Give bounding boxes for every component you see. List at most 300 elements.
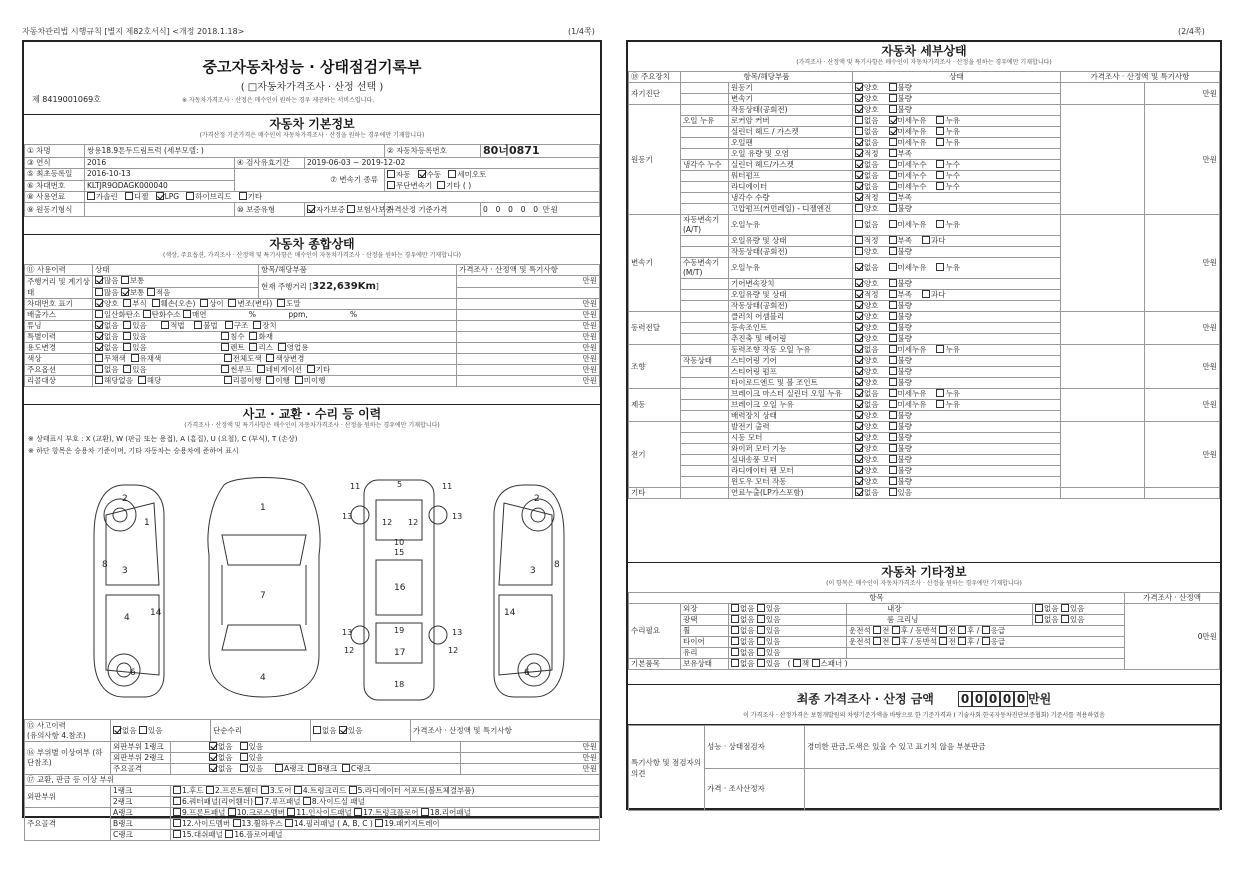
rank2-none-checkbox[interactable] — [209, 753, 217, 761]
fuel-lpg-checkbox[interactable] — [156, 192, 164, 200]
recall-no-checkbox[interactable] — [295, 376, 303, 384]
rank2-yes-checkbox[interactable] — [240, 753, 248, 761]
state-checkbox[interactable] — [936, 138, 944, 146]
state-checkbox[interactable] — [936, 389, 944, 397]
vin-alter-checkbox[interactable] — [228, 299, 236, 307]
rank1-none-checkbox[interactable] — [209, 742, 217, 750]
part-checkbox[interactable] — [421, 808, 429, 816]
remarks-table — [628, 725, 1220, 811]
opt-none-checkbox[interactable] — [95, 365, 103, 373]
usage-none-label: 없음 — [104, 343, 119, 352]
state-checkbox[interactable] — [889, 149, 897, 157]
state-options — [853, 138, 1061, 149]
tuning-illegal-checkbox[interactable] — [194, 321, 202, 329]
spare-label: 응급 — [990, 626, 1006, 635]
usage-biz-checkbox[interactable] — [278, 343, 286, 351]
state-checkbox[interactable] — [855, 433, 863, 441]
state-label: 양호 — [864, 204, 879, 213]
state-checkbox[interactable] — [855, 345, 863, 353]
fuel-label: ⑧ 사용연료 — [25, 192, 85, 203]
item-label: 오일 유량 및 오염 — [729, 149, 853, 160]
yes-checkbox[interactable] — [757, 615, 765, 623]
recall-ok-checkbox[interactable] — [266, 376, 274, 384]
fuel-other-checkbox[interactable] — [239, 192, 247, 200]
part-checkbox[interactable] — [173, 808, 181, 816]
general-row-label: 용도변경 — [25, 343, 93, 354]
recall-yes-checkbox[interactable] — [138, 376, 146, 384]
state-checkbox[interactable] — [855, 160, 863, 168]
price-unit: 만원 — [461, 753, 600, 764]
state-checkbox[interactable] — [855, 290, 863, 298]
state-checkbox[interactable] — [889, 127, 897, 135]
trans-manual-checkbox[interactable] — [418, 170, 426, 178]
opt-nav-checkbox[interactable] — [257, 365, 265, 373]
state-checkbox[interactable] — [936, 263, 944, 271]
state-checkbox[interactable] — [889, 411, 897, 419]
state-checkbox[interactable] — [889, 204, 897, 212]
side-left-label: 8 — [102, 560, 108, 570]
rear-checkbox[interactable] — [892, 626, 900, 634]
state-checkbox[interactable] — [855, 193, 863, 201]
detail-col-state: 상태 — [853, 72, 1061, 83]
part-label: 14.필러패널 ( A, B, C ) — [293, 819, 373, 828]
frame-label: 11 — [442, 482, 453, 491]
gauge-good-checkbox[interactable] — [95, 288, 103, 296]
state-checkbox[interactable] — [936, 127, 944, 135]
state-checkbox[interactable] — [889, 367, 897, 375]
state-checkbox[interactable] — [855, 367, 863, 375]
state-checkbox[interactable] — [855, 444, 863, 452]
front-label: 전 — [948, 626, 956, 635]
state-checkbox[interactable] — [855, 182, 863, 190]
mileage-label: 현재 주행거리 — [261, 282, 307, 291]
state-checkbox[interactable] — [855, 422, 863, 430]
none-checkbox[interactable] — [731, 626, 739, 634]
state-checkbox[interactable] — [855, 312, 863, 320]
state-checkbox[interactable] — [855, 171, 863, 179]
state-checkbox[interactable] — [855, 220, 863, 228]
state-checkbox[interactable] — [889, 323, 897, 331]
item-label: 라디에이터 — [729, 182, 853, 193]
side-right-label: 2 — [534, 494, 540, 504]
spare-checkbox[interactable] — [982, 626, 990, 634]
price-cell — [1061, 422, 1145, 488]
year-value: 2016 — [85, 158, 235, 169]
color-achro-checkbox[interactable] — [95, 354, 103, 362]
none-checkbox[interactable] — [1035, 604, 1043, 612]
state-options — [853, 455, 1061, 466]
yes-label: 있음 — [765, 604, 781, 613]
state-label: 미세누수 — [897, 171, 927, 180]
part-checkbox[interactable] — [354, 808, 362, 816]
state-checkbox[interactable] — [855, 236, 863, 244]
mileage-normal-checkbox[interactable] — [121, 276, 129, 284]
vin-rust-checkbox[interactable] — [123, 299, 131, 307]
special-none-checkbox[interactable] — [95, 332, 103, 340]
state-checkbox[interactable] — [855, 83, 863, 91]
sub-item-label — [681, 477, 729, 488]
state-checkbox[interactable] — [889, 455, 897, 463]
general-title: 자동차 종합상태 — [269, 237, 355, 251]
state-label: 없음 — [864, 263, 879, 272]
state-checkbox[interactable] — [889, 182, 897, 190]
state-checkbox[interactable] — [889, 389, 897, 397]
state-checkbox[interactable] — [855, 477, 863, 485]
rank-items — [171, 786, 600, 797]
yes-checkbox[interactable] — [757, 626, 765, 634]
state-label: 미세누유 — [897, 345, 927, 354]
state-checkbox[interactable] — [889, 433, 897, 441]
state-checkbox[interactable] — [855, 334, 863, 342]
first-reg-value: 2016-10-13 — [85, 169, 235, 181]
part-label: 15.대쉬패널 — [182, 830, 223, 839]
part-checkbox[interactable] — [233, 819, 241, 827]
side-left-label: 2 — [122, 494, 128, 504]
price-unit: 만원 — [457, 299, 600, 310]
part-checkbox[interactable] — [287, 808, 295, 816]
none-checkbox[interactable] — [731, 615, 739, 623]
state-label: 누유 — [945, 116, 960, 125]
state-checkbox[interactable] — [889, 290, 897, 298]
vin-paint-checkbox[interactable] — [277, 299, 285, 307]
reg-value: 80너0871 — [481, 145, 600, 158]
passenger-side-label: 동반석 — [915, 626, 938, 635]
tuning-yes-checkbox[interactable] — [123, 321, 131, 329]
rear-checkbox[interactable] — [958, 626, 966, 634]
price-unit: 만원 — [457, 332, 600, 343]
other-sub: (이 항목은 매수인이 자동차가격조사 · 산정을 원하는 경우에만 기재합니다) — [826, 580, 1022, 587]
rear-label: 후 — [900, 637, 909, 646]
yes-checkbox[interactable] — [757, 604, 765, 612]
rank-label: C랭크 — [111, 830, 171, 841]
none-label: 없음 — [740, 648, 755, 657]
price-cell — [1061, 488, 1145, 499]
state-checkbox[interactable] — [889, 247, 897, 255]
part-checkbox[interactable] — [228, 808, 236, 816]
state-checkbox[interactable] — [889, 279, 897, 287]
price-unit: 만원 — [1145, 389, 1220, 422]
fuel-hybrid-checkbox[interactable] — [186, 192, 194, 200]
mileage-high-checkbox[interactable] — [95, 276, 103, 284]
spanner-checkbox[interactable] — [812, 659, 820, 667]
state-checkbox[interactable] — [855, 389, 863, 397]
tuning-struct-checkbox[interactable] — [225, 321, 233, 329]
part-label: 4.트렁크리드 — [302, 786, 347, 795]
state-checkbox[interactable] — [889, 356, 897, 364]
price-unit: 만원 — [457, 365, 600, 376]
recall-done-checkbox[interactable] — [224, 376, 232, 384]
other-item-label: 외장 — [681, 604, 729, 615]
top-label: 4 — [260, 673, 266, 683]
other-item-options — [729, 615, 847, 626]
price-unit: 만원 — [1145, 105, 1220, 215]
state-checkbox[interactable] — [889, 345, 897, 353]
rear-label: 후 — [967, 637, 975, 646]
state-checkbox[interactable] — [855, 105, 863, 113]
state-label: 불량 — [897, 367, 912, 376]
base-price-label: 가격산정 기준가격 — [385, 203, 481, 217]
usage-lease-checkbox[interactable] — [249, 343, 257, 351]
front-checkbox[interactable] — [873, 626, 881, 634]
part-label: 16.플로어패널 — [234, 830, 283, 839]
warranty-insurer-label: 보험사보증 — [356, 204, 393, 214]
vin-damage-checkbox[interactable] — [152, 299, 160, 307]
frame-label: 13 — [452, 512, 463, 521]
state-checkbox[interactable] — [855, 411, 863, 419]
opt-yes-checkbox[interactable] — [123, 365, 131, 373]
state-checkbox[interactable] — [855, 356, 863, 364]
part-checkbox[interactable] — [225, 830, 233, 838]
reg-label: ② 자동차등록번호 — [385, 145, 481, 158]
final-digit-box: 0 — [1014, 691, 1028, 707]
part-checkbox[interactable] — [303, 797, 311, 805]
item-label: 브레이크 마스터 실린더 오일 누유 — [729, 389, 853, 400]
state-checkbox[interactable] — [936, 220, 944, 228]
general-row-label: 특별이력 — [25, 332, 93, 343]
gas-co-checkbox[interactable] — [95, 310, 103, 318]
state-checkbox[interactable] — [855, 127, 863, 135]
part-checkbox[interactable] — [173, 830, 181, 838]
state-checkbox[interactable] — [889, 138, 897, 146]
state-label: 양호 — [864, 356, 879, 365]
none-checkbox[interactable] — [731, 659, 739, 667]
price-unit: 만원 — [1145, 422, 1220, 488]
state-checkbox[interactable] — [936, 400, 944, 408]
state-checkbox[interactable] — [936, 171, 944, 179]
spare-checkbox[interactable] — [982, 637, 990, 645]
repair-yes-checkbox[interactable] — [339, 726, 347, 734]
front-checkbox[interactable] — [939, 626, 947, 634]
state-checkbox[interactable] — [922, 236, 930, 244]
frame-yes-checkbox[interactable] — [240, 764, 248, 772]
state-checkbox[interactable] — [855, 488, 863, 496]
item-label: 오일팬 — [729, 138, 853, 149]
rear-checkbox[interactable] — [958, 637, 966, 645]
special-yes-checkbox[interactable] — [123, 332, 131, 340]
state-options — [853, 444, 1061, 455]
part-checkbox[interactable] — [255, 797, 263, 805]
state-checkbox[interactable] — [855, 400, 863, 408]
part-checkbox[interactable] — [206, 786, 214, 794]
none-label: 없음 — [740, 615, 755, 624]
jack-checkbox[interactable] — [793, 659, 801, 667]
sub-item-label — [681, 444, 729, 455]
frame-c-checkbox[interactable] — [342, 764, 350, 772]
state-checkbox[interactable] — [855, 466, 863, 474]
color-change-checkbox[interactable] — [266, 354, 274, 362]
state-label: 미세누수 — [897, 160, 927, 169]
state-checkbox[interactable] — [855, 116, 863, 124]
part-checkbox[interactable] — [173, 819, 181, 827]
part-checkbox[interactable] — [349, 786, 357, 794]
accident-none-checkbox[interactable] — [113, 726, 121, 734]
state-checkbox[interactable] — [855, 94, 863, 102]
state-label: 없음 — [864, 400, 879, 409]
general-row-label: 차대번호 표기 — [25, 299, 93, 310]
state-checkbox[interactable] — [889, 83, 897, 91]
item-label: 오일누유 — [729, 215, 853, 236]
final-note: 이 가격조사 · 산정가격은 보험개발원의 차량기준가액을 바탕으로 한 기준가격과 ( 기술사회 한국자동차진단보증협회) 기준서를 적용하였음 — [743, 712, 1105, 719]
gauge-low-checkbox[interactable] — [147, 288, 155, 296]
state-checkbox[interactable] — [889, 160, 897, 168]
part-checkbox[interactable] — [173, 797, 181, 805]
repair-none-checkbox[interactable] — [313, 726, 321, 734]
part-label: 8.사이드실 패널 — [311, 797, 365, 806]
state-label: 누유 — [945, 389, 960, 398]
warranty-insurer-checkbox[interactable] — [347, 205, 355, 213]
other-col-price: 가격조사 · 산정액 — [1125, 593, 1220, 604]
state-checkbox[interactable] — [889, 220, 897, 228]
color-chro-checkbox[interactable] — [131, 354, 139, 362]
state-options — [853, 400, 1061, 411]
page-number: (1/4쪽) — [568, 27, 595, 36]
opt-etc-checkbox[interactable] — [307, 365, 315, 373]
vin-differ-checkbox[interactable] — [200, 299, 208, 307]
rank1-yes-checkbox[interactable] — [240, 742, 248, 750]
state-checkbox[interactable] — [855, 204, 863, 212]
fuel-diesel-checkbox[interactable] — [125, 192, 133, 200]
tuning-none-checkbox[interactable] — [95, 321, 103, 329]
state-checkbox[interactable] — [889, 236, 897, 244]
item-label: 연료누출(LP가스포함) — [729, 488, 853, 499]
state-checkbox[interactable] — [889, 94, 897, 102]
warranty-self-checkbox[interactable] — [307, 205, 315, 213]
rank-label: B랭크 — [111, 819, 171, 830]
tuning-legal-checkbox[interactable] — [161, 321, 169, 329]
state-options — [853, 378, 1061, 389]
part-checkbox[interactable] — [285, 819, 293, 827]
gas-smoke-checkbox[interactable] — [183, 310, 191, 318]
special-flood-checkbox[interactable] — [221, 332, 229, 340]
state-checkbox[interactable] — [889, 466, 897, 474]
state-checkbox[interactable] — [855, 378, 863, 386]
recall-na-checkbox[interactable] — [95, 376, 103, 384]
rank2-none-label: 없음 — [218, 753, 233, 762]
detail-row — [629, 215, 1220, 236]
opt-sunroof-checkbox[interactable] — [221, 365, 229, 373]
rear-checkbox[interactable] — [892, 637, 900, 645]
part-checkbox[interactable] — [375, 819, 383, 827]
accident-yes-checkbox[interactable] — [139, 726, 147, 734]
trans-auto-checkbox[interactable] — [387, 170, 395, 178]
frame-b-checkbox[interactable] — [308, 764, 316, 772]
usage-rent-checkbox[interactable] — [221, 343, 229, 351]
state-checkbox[interactable] — [936, 182, 944, 190]
yes-checkbox[interactable] — [1061, 615, 1069, 623]
state-checkbox[interactable] — [889, 263, 897, 271]
none-checkbox[interactable] — [731, 604, 739, 612]
yes-checkbox[interactable] — [1061, 604, 1069, 612]
state-checkbox[interactable] — [855, 263, 863, 271]
detail-row — [629, 422, 1220, 433]
state-checkbox[interactable] — [936, 116, 944, 124]
state-label: 양호 — [864, 378, 879, 387]
yes-checkbox[interactable] — [757, 659, 765, 667]
part-rank-options — [171, 753, 461, 764]
sub-item-label: 자동변속기 (A/T) — [681, 215, 729, 236]
state-checkbox[interactable] — [889, 477, 897, 485]
usage-none-checkbox[interactable] — [95, 343, 103, 351]
state-checkbox[interactable] — [889, 400, 897, 408]
state-checkbox[interactable] — [855, 455, 863, 463]
state-checkbox[interactable] — [855, 323, 863, 331]
frame-none-checkbox[interactable] — [209, 764, 217, 772]
engine-model-label: ⑨ 원동기형식 — [25, 203, 85, 217]
front-checkbox[interactable] — [873, 637, 881, 645]
front-checkbox[interactable] — [939, 637, 947, 645]
state-checkbox[interactable] — [889, 378, 897, 386]
general-col-state: 상태 — [93, 265, 259, 276]
trans-cvt-checkbox[interactable] — [387, 181, 395, 189]
state-label: 없음 — [864, 182, 879, 191]
frame-label: 12 — [448, 646, 459, 655]
item-label: 워터펌프 — [729, 171, 853, 182]
none-checkbox[interactable] — [731, 648, 739, 656]
state-checkbox[interactable] — [889, 422, 897, 430]
state-checkbox[interactable] — [936, 345, 944, 353]
state-checkbox[interactable] — [889, 116, 897, 124]
price-unit: 만원 — [1145, 215, 1220, 312]
state-checkbox[interactable] — [889, 301, 897, 309]
state-checkbox[interactable] — [889, 105, 897, 113]
other-section — [628, 562, 1220, 684]
frame-a-checkbox[interactable] — [275, 764, 283, 772]
page-number: (2/4쪽) — [1178, 27, 1205, 36]
state-checkbox[interactable] — [922, 290, 930, 298]
yes-checkbox[interactable] — [757, 637, 765, 645]
trans-other-checkbox[interactable] — [437, 181, 445, 189]
state-label: 불량 — [897, 455, 912, 464]
jack-label: 잭 — [801, 659, 810, 668]
yes-checkbox[interactable] — [757, 648, 765, 656]
state-checkbox[interactable] — [855, 301, 863, 309]
vin-good-checkbox[interactable] — [95, 299, 103, 307]
state-checkbox[interactable] — [855, 247, 863, 255]
state-checkbox[interactable] — [889, 334, 897, 342]
trans-semi-checkbox[interactable] — [448, 170, 456, 178]
special-fire-checkbox[interactable] — [249, 332, 257, 340]
tuning-legal-label: 적법 — [170, 321, 185, 330]
basic-items-options: 없음 있음 ( 잭 스패너 ) — [729, 659, 1125, 670]
gas-unit: % — [248, 310, 257, 319]
state-checkbox[interactable] — [889, 193, 897, 201]
state-checkbox[interactable] — [936, 160, 944, 168]
state-checkbox[interactable] — [855, 138, 863, 146]
tuning-device-checkbox[interactable] — [253, 321, 261, 329]
state-label: 불량 — [897, 444, 912, 453]
none-checkbox[interactable] — [1035, 615, 1043, 623]
part-checkbox[interactable] — [294, 786, 302, 794]
state-checkbox[interactable] — [889, 488, 897, 496]
state-checkbox[interactable] — [855, 279, 863, 287]
state-checkbox[interactable] — [889, 312, 897, 320]
state-checkbox[interactable] — [889, 444, 897, 452]
part-checkbox[interactable] — [261, 786, 269, 794]
detail-row — [629, 83, 1220, 94]
usage-yes-checkbox[interactable] — [123, 343, 131, 351]
part-checkbox[interactable] — [173, 786, 181, 794]
state-label: 누유 — [945, 263, 960, 272]
item-label: 추진축 및 베어링 — [729, 334, 853, 345]
color-full-checkbox[interactable] — [224, 354, 232, 362]
state-checkbox[interactable] — [889, 171, 897, 179]
gas-hc-checkbox[interactable] — [143, 310, 151, 318]
detail-col-item: 항목/해당부품 — [681, 72, 853, 83]
state-checkbox[interactable] — [855, 149, 863, 157]
none-checkbox[interactable] — [731, 637, 739, 645]
fuel-gasoline-checkbox[interactable] — [87, 192, 95, 200]
gauge-normal-checkbox[interactable] — [121, 288, 129, 296]
